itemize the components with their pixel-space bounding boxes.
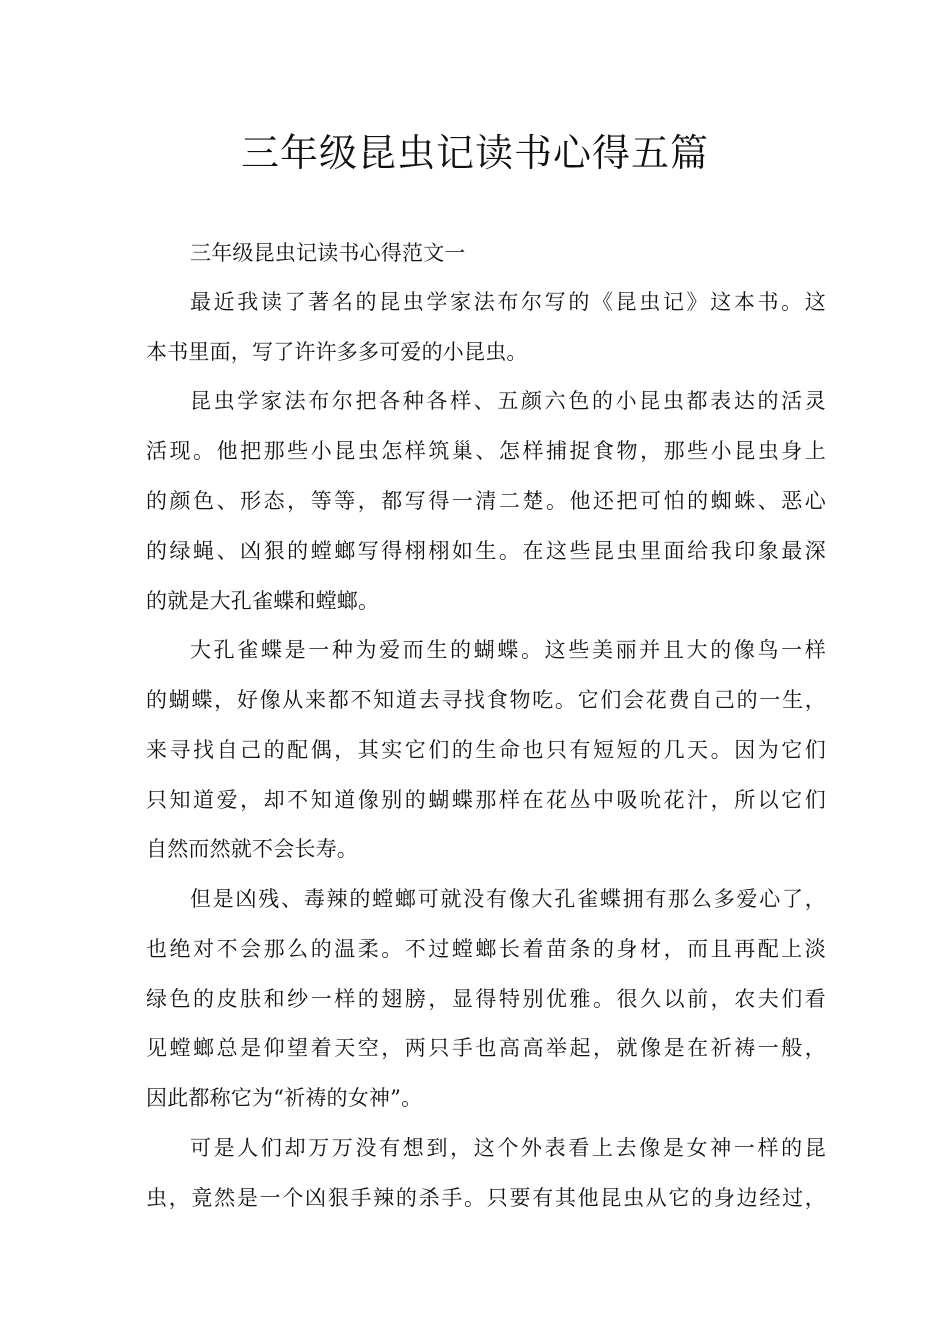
paragraph-line: 的蝴蝶，好像从来都不知道去寻找食物吃。它们会花费自己的一生，: [146, 688, 826, 712]
paragraph-line: 的就是大孔雀蝶和螳螂。: [146, 589, 380, 613]
paragraph-line: 活现。他把那些小昆虫怎样筑巢、怎样捕捉食物，那些小昆虫身上: [146, 439, 826, 463]
paragraph-line: 只知道爱，却不知道像别的蝴蝶那样在花丛中吸吮花汁，所以它们: [146, 788, 826, 812]
paragraph-line: 的绿蝇、凶狠的螳螂写得栩栩如生。在这些昆虫里面给我印象最深: [146, 539, 826, 563]
paragraph-line: 但是凶残、毒辣的螳螂可就没有像大孔雀蝶拥有那么多爱心了，: [190, 887, 826, 911]
paragraph-line: 昆虫学家法布尔把各种各样、五颜六色的小昆虫都表达的活灵: [190, 389, 826, 413]
paragraph-line: 本书里面，写了许许多多可爱的小昆虫。: [146, 340, 528, 364]
document-title: 三年级昆虫记读书心得五篇: [240, 131, 709, 175]
paragraph-line: 因此都称它为“祈祷的女神”。: [146, 1086, 423, 1110]
paragraph-line: 来寻找自己的配偶，其实它们的生命也只有短短的几天。因为它们: [146, 738, 826, 762]
section-heading: 三年级昆虫记读书心得范文一: [190, 241, 466, 265]
paragraph-line: 见螳螂总是仰望着天空，两只手也高高举起，就像是在祈祷一般，: [146, 1036, 826, 1060]
paragraph-line: 绿色的皮肤和纱一样的翅膀，显得特别优雅。很久以前，农夫们看: [146, 987, 826, 1011]
paragraph-line: 大孔雀蝶是一种为爱而生的蝴蝶。这些美丽并且大的像鸟一样: [190, 638, 826, 662]
paragraph-line: 虫，竟然是一个凶狠手辣的杀手。只要有其他昆虫从它的身边经过，: [146, 1186, 826, 1210]
paragraph-line: 最近我读了著名的昆虫学家法布尔写的《昆虫记》这本书。这: [190, 290, 826, 314]
paragraph-line: 可是人们却万万没有想到，这个外表看上去像是女神一样的昆: [190, 1136, 826, 1160]
paragraph-line: 也绝对不会那么的温柔。不过螳螂长着苗条的身材，而且再配上淡: [146, 937, 826, 961]
paragraph-line: 自然而然就不会长寿。: [146, 837, 358, 861]
paragraph-line: 的颜色、形态，等等，都写得一清二楚。他还把可怕的蜘蛛、恶心: [146, 489, 826, 513]
